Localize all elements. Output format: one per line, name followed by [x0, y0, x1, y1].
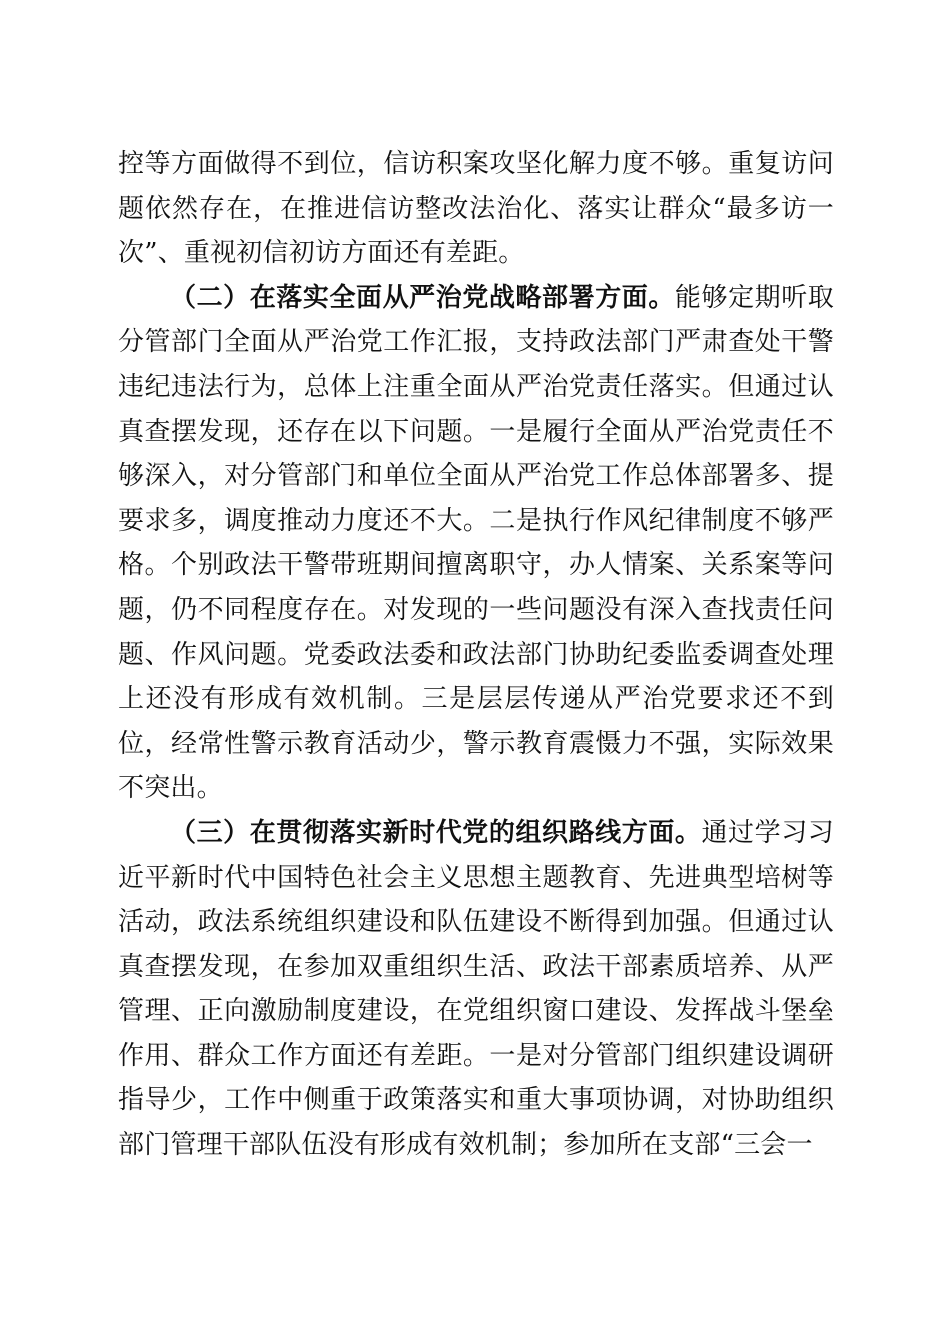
- section-two-heading: （二）在落实全面从严治党战略部署方面。: [170, 282, 675, 313]
- section-three-heading: （三）在贯彻落实新时代党的组织路线方面。: [170, 817, 702, 848]
- document-body: [118, 142, 834, 1168]
- section-three-body-text: 通过学习习近平新时代中国特色社会主义思想主题教育、先进典型培树等活动，政法系统组织建设和队伍建设不断得到加强。但通过认真查摆发现，在参加双重组织生活、政法干部素质培养、从严管理、正向激励制度建设，在党组织窗口建设、发挥战斗堡垒作用、群众工作方面还有差距。一是对分管部门组织建设调研指导少，工作中侧重于政策落实和重大事项协调，对协助组织部门管理干部队伍没有形成有效机制；参加所在支部“三会一: [118, 817, 834, 1161]
- paragraph-section-two: [118, 276, 834, 811]
- section-two-body-text: 能够定期听取分管部门全面从严治党工作汇报，支持政法部门严肃查处干警违纪违法行为，总体上注重全面从严治党责任落实。但通过认真查摆发现，还存在以下问题。一是履行全面从严治党责任不够深入，对分管部门和单位全面从严治党工作总体部署多、提要求多，调度推动力度还不大。二是执行作风纪律制度不够严格。个别政法干警带班期间擅离职守，办人情案、关系案等问题，仍不同程度存在。对发现的一些问题没有深入查找责任问题、作风问题。党委政法委和政法部门协助纪委监委调查处理上还没有形成有效机制。三是层层传递从严治党要求还不到位，经常性警示教育活动少，警示教育震慑力不强，实际效果不突出。: [118, 282, 834, 804]
- paragraph-body-text: 控等方面做得不到位，信访积案攻坚化解力度不够。重复访问题依然存在，在推进信访整改法治化、落实让群众“最多访一次”、重视初信初访方面还有差距。: [118, 149, 834, 269]
- paragraph-continuation: [118, 142, 834, 276]
- paragraph-section-three: [118, 811, 834, 1168]
